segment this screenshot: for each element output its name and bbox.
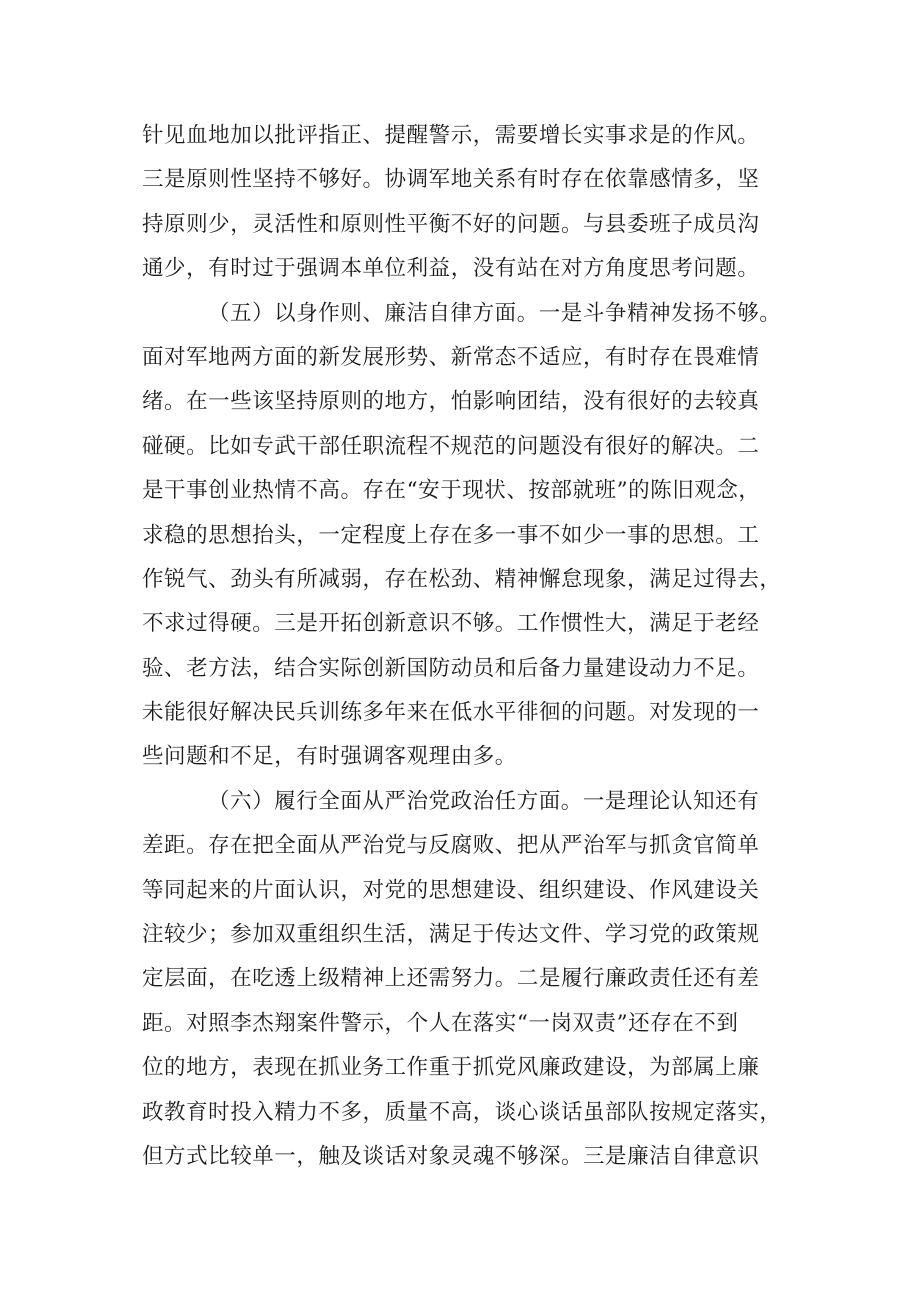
- text-line: 验、老方法，结合实际创新国防动员和后备力量建设动力不足。: [142, 655, 760, 681]
- text-line: 差距。存在把全面从严治党与反腐败、把从严治军与抓贪官简单: [142, 833, 760, 859]
- section-heading-line: （六）履行全面从严治党政治任方面。一是理论认知还有: [208, 788, 760, 814]
- text-line: 绪。在一些该坚持原则的地方，怕影响团结，没有很好的去较真: [142, 389, 760, 415]
- text-line: 位的地方，表现在抓业务工作重于抓党风廉政建设，为部属上廉: [142, 1055, 760, 1081]
- text-line: 求稳的思想抬头，一定程度上存在多一事不如少一事的思想。工: [142, 522, 760, 548]
- text-line: 三是原则性坚持不够好。协调军地关系有时存在依靠感情多，坚: [142, 167, 760, 193]
- text-line: 作锐气、劲头有所减弱，存在松劲、精神懈怠现象，满足过得去，: [142, 566, 782, 592]
- text-line: 政教育时投入精力不多，质量不高，谈心谈话虽部队按规定落实，: [142, 1099, 782, 1125]
- text-line: 碰硬。比如专武干部任职流程不规范的问题没有很好的解决。二: [142, 433, 760, 459]
- text-line: 是干事创业热情不高。存在“安于现状、按部就班”的陈旧观念，: [142, 478, 761, 504]
- text-line: 些问题和不足，有时强调客观理由多。: [142, 744, 517, 770]
- text-line: 定层面，在吃透上级精神上还需努力。二是履行廉政责任还有差: [142, 966, 760, 992]
- text-line: 针见血地加以批评指正、提醒警示，需要增长实事求是的作风。: [142, 123, 760, 148]
- text-line: 距。对照李杰翔案件警示，个人在落实“一岗双责”还存在不到: [142, 1010, 739, 1036]
- text-line: 但方式比较单一，触及谈话对象灵魂不够深。三是廉洁自律意识: [142, 1143, 760, 1169]
- text-line: 注较少；参加双重组织生活，满足于传达文件、学习党的政策规: [142, 922, 760, 948]
- text-line: 面对军地两方面的新发展形势、新常态不适应，有时存在畏难情: [142, 344, 760, 370]
- text-line: 持原则少，灵活性和原则性平衡不好的问题。与县委班子成员沟: [142, 211, 760, 237]
- text-line: 等同起来的片面认识，对党的思想建设、组织建设、作风建设关: [142, 877, 760, 903]
- text-line: 未能很好解决民兵训练多年来在低水平徘徊的问题。对发现的一: [142, 700, 760, 726]
- body-text: [142, 114, 782, 1179]
- text-line: 通少，有时过于强调本单位利益，没有站在对方角度思考问题。: [142, 256, 760, 282]
- text-line: 不求过得硬。三是开拓创新意识不够。工作惯性大，满足于老经: [142, 611, 760, 637]
- section-heading-line: （五）以身作则、廉洁自律方面。一是斗争精神发扬不够。: [208, 300, 782, 326]
